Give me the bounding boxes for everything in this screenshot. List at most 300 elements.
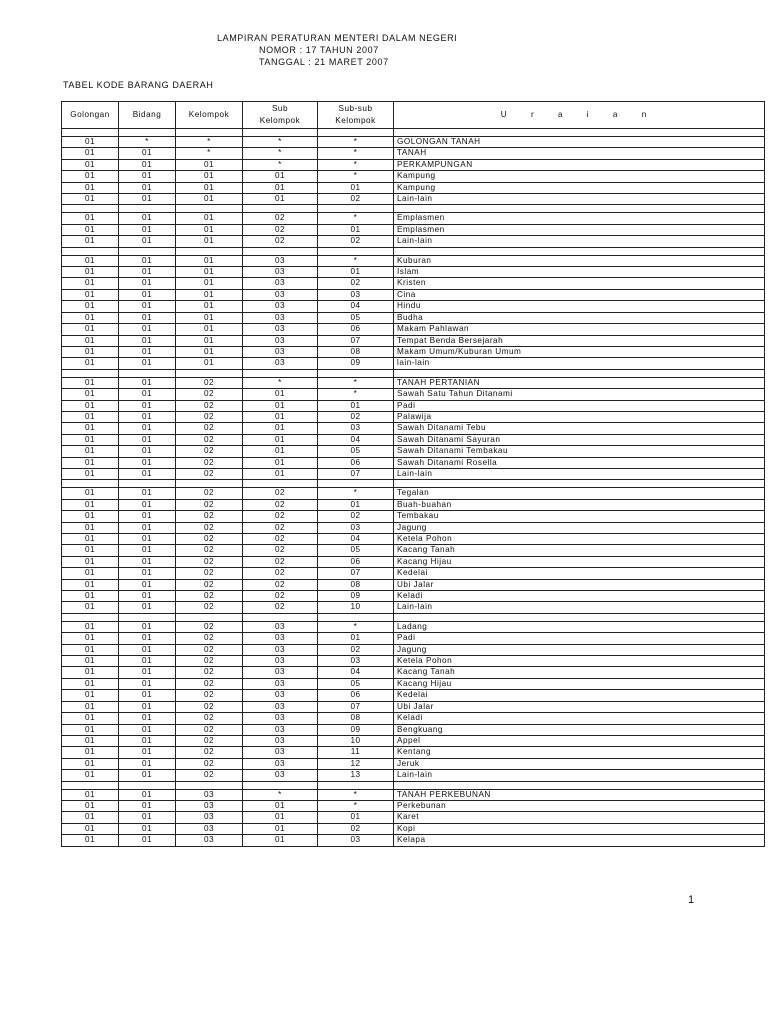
kelompok-cell: 02 <box>176 644 243 655</box>
bidang-cell: 01 <box>119 713 176 724</box>
table-row <box>62 213 765 224</box>
table-row <box>62 194 765 205</box>
table-row <box>62 468 765 479</box>
sub-sub-kelompok-cell: 01 <box>318 182 394 193</box>
table-row <box>62 377 765 388</box>
sub-sub-kelompok-cell: * <box>318 159 394 170</box>
sub-sub-kelompok-cell: * <box>318 488 394 499</box>
bidang-cell: 01 <box>119 289 176 300</box>
kelompok-cell: 02 <box>176 400 243 411</box>
sub-sub-kelompok-cell: * <box>318 389 394 400</box>
table-row <box>62 278 765 289</box>
spacer-cell <box>176 781 243 789</box>
uraian-cell: Makam Umum/Kuburan Umum <box>394 346 765 357</box>
golongan-cell: 01 <box>62 159 119 170</box>
bidang-cell: 01 <box>119 358 176 369</box>
sub-kelompok-cell: 03 <box>243 255 318 266</box>
spacer-cell <box>176 480 243 488</box>
golongan-cell: 01 <box>62 335 119 346</box>
bidang-cell: 01 <box>119 678 176 689</box>
golongan-cell: 01 <box>62 312 119 323</box>
sub-kelompok-cell: * <box>243 137 318 148</box>
sub-sub-kelompok-cell: 11 <box>318 747 394 758</box>
spacer-cell <box>318 205 394 213</box>
spacer-cell <box>62 781 119 789</box>
uraian-cell: Kacang Tanah <box>394 667 765 678</box>
sub-kelompok-cell: 02 <box>243 522 318 533</box>
sub-kelompok-cell: 03 <box>243 735 318 746</box>
sub-sub-kelompok-cell: 09 <box>318 358 394 369</box>
sub-kelompok-cell: 03 <box>243 358 318 369</box>
table-row <box>62 713 765 724</box>
sub-sub-kelompok-cell: 12 <box>318 758 394 769</box>
sub-sub-kelompok-cell: 09 <box>318 724 394 735</box>
spacer-cell <box>243 369 318 377</box>
spacer-cell <box>243 205 318 213</box>
kelompok-cell: 01 <box>176 255 243 266</box>
kelompok-cell: 02 <box>176 602 243 613</box>
kelompok-cell: 02 <box>176 690 243 701</box>
uraian-cell: Kopi <box>394 823 765 834</box>
kelompok-cell: 01 <box>176 171 243 182</box>
bidang-cell: 01 <box>119 758 176 769</box>
sub-kelompok-cell: * <box>243 377 318 388</box>
bidang-cell: 01 <box>119 690 176 701</box>
kelompok-cell: 03 <box>176 789 243 800</box>
uraian-cell: lain-lain <box>394 358 765 369</box>
uraian-cell: Emplasmen <box>394 213 765 224</box>
golongan-cell: 01 <box>62 224 119 235</box>
golongan-cell: 01 <box>62 690 119 701</box>
uraian-cell: Sawah Satu Tahun Ditanami <box>394 389 765 400</box>
bidang-cell: 01 <box>119 656 176 667</box>
bidang-cell: * <box>119 137 176 148</box>
sub-sub-kelompok-cell: 03 <box>318 289 394 300</box>
bidang-cell: 01 <box>119 579 176 590</box>
bidang-cell: 01 <box>119 213 176 224</box>
uraian-cell: TANAH PERKEBUNAN <box>394 789 765 800</box>
column-header-kelompok: Kelompok <box>176 102 243 129</box>
sub-kelompok-cell: 03 <box>243 278 318 289</box>
uraian-cell: Palawija <box>394 411 765 422</box>
table-row <box>62 324 765 335</box>
uraian-cell: Kuburan <box>394 255 765 266</box>
sub-kelompok-cell: 03 <box>243 312 318 323</box>
bidang-cell: 01 <box>119 499 176 510</box>
kelompok-cell: 01 <box>176 213 243 224</box>
sub-kelompok-cell: 03 <box>243 656 318 667</box>
document-header-title: LAMPIRAN PERATURAN MENTERI DALAM NEGERI <box>217 33 458 43</box>
sub-kelompok-cell: 01 <box>243 812 318 823</box>
kelompok-cell: 02 <box>176 568 243 579</box>
kelompok-cell: 02 <box>176 770 243 781</box>
table-row <box>62 389 765 400</box>
bidang-cell: 01 <box>119 633 176 644</box>
spacer-cell <box>176 205 243 213</box>
document-header-tanggal: TANGGAL : 21 MARET 2007 <box>259 57 389 67</box>
spacer-cell <box>394 480 765 488</box>
spacer-cell <box>394 247 765 255</box>
golongan-cell: 01 <box>62 358 119 369</box>
kelompok-cell: 02 <box>176 633 243 644</box>
kode-barang-table <box>61 101 765 847</box>
column-header-golongan: Golongan <box>62 102 119 129</box>
bidang-cell: 01 <box>119 701 176 712</box>
sub-sub-kelompok-cell: * <box>318 377 394 388</box>
sub-sub-kelompok-cell: 07 <box>318 568 394 579</box>
bidang-cell: 01 <box>119 667 176 678</box>
uraian-cell: Kedelai <box>394 690 765 701</box>
table-row <box>62 545 765 556</box>
spacer-cell <box>176 369 243 377</box>
bidang-cell: 01 <box>119 488 176 499</box>
kelompok-cell: 01 <box>176 324 243 335</box>
golongan-cell: 01 <box>62 411 119 422</box>
table-row <box>62 358 765 369</box>
table-row <box>62 621 765 632</box>
kelompok-cell: 02 <box>176 488 243 499</box>
kelompok-cell: 01 <box>176 312 243 323</box>
uraian-cell: Kentang <box>394 747 765 758</box>
sub-kelompok-cell: 01 <box>243 457 318 468</box>
table-row <box>62 656 765 667</box>
bidang-cell: 01 <box>119 468 176 479</box>
sub-kelompok-cell: 02 <box>243 224 318 235</box>
table-row <box>62 735 765 746</box>
bidang-cell: 01 <box>119 724 176 735</box>
bidang-cell: 01 <box>119 602 176 613</box>
kelompok-cell: 02 <box>176 534 243 545</box>
spacer-cell <box>318 781 394 789</box>
uraian-cell: Makam Pahlawan <box>394 324 765 335</box>
bidang-cell: 01 <box>119 335 176 346</box>
kelompok-cell: 01 <box>176 346 243 357</box>
uraian-cell: Jeruk <box>394 758 765 769</box>
golongan-cell: 01 <box>62 377 119 388</box>
sub-sub-kelompok-cell: * <box>318 621 394 632</box>
spacer-cell <box>318 613 394 621</box>
sub-kelompok-cell: 03 <box>243 724 318 735</box>
sub-sub-kelompok-cell: 04 <box>318 301 394 312</box>
sub-kelompok-cell: 03 <box>243 747 318 758</box>
page-number: 1 <box>688 894 695 906</box>
sub-sub-kelompok-cell: 02 <box>318 644 394 655</box>
golongan-cell: 01 <box>62 457 119 468</box>
sub-sub-kelompok-cell: 04 <box>318 534 394 545</box>
uraian-cell: Cina <box>394 289 765 300</box>
kelompok-cell: 01 <box>176 159 243 170</box>
uraian-cell: PERKAMPUNGAN <box>394 159 765 170</box>
bidang-cell: 01 <box>119 324 176 335</box>
sub-kelompok-cell: 03 <box>243 678 318 689</box>
kelompok-cell: 02 <box>176 522 243 533</box>
golongan-cell: 01 <box>62 346 119 357</box>
spacer-cell <box>243 247 318 255</box>
sub-sub-kelompok-cell: * <box>318 148 394 159</box>
table-row <box>62 171 765 182</box>
sub-sub-kelompok-cell: 06 <box>318 457 394 468</box>
uraian-cell: Lain-lain <box>394 770 765 781</box>
sub-sub-kelompok-cell: 04 <box>318 434 394 445</box>
spacer-cell <box>176 129 243 137</box>
table-row <box>62 488 765 499</box>
golongan-cell: 01 <box>62 301 119 312</box>
golongan-cell: 01 <box>62 823 119 834</box>
sub-sub-kelompok-cell: 02 <box>318 411 394 422</box>
table-row <box>62 511 765 522</box>
sub-kelompok-cell: 01 <box>243 389 318 400</box>
uraian-cell: Emplasmen <box>394 224 765 235</box>
uraian-cell: Jagung <box>394 522 765 533</box>
table-row <box>62 667 765 678</box>
subsub-label: Sub-sub <box>338 104 373 113</box>
golongan-cell: 01 <box>62 556 119 567</box>
sub-sub-kelompok-cell: * <box>318 213 394 224</box>
sub-kelompok-cell: 01 <box>243 434 318 445</box>
column-header-uraian: U r a i a n <box>394 102 765 129</box>
uraian-cell: Budha <box>394 312 765 323</box>
kelompok-cell: * <box>176 137 243 148</box>
table-row <box>62 835 765 846</box>
golongan-cell: 01 <box>62 621 119 632</box>
spacer-cell <box>119 129 176 137</box>
sub-kelompok-cell: * <box>243 789 318 800</box>
sub-sub-kelompok-cell: 04 <box>318 667 394 678</box>
kelompok-cell: 02 <box>176 446 243 457</box>
sub-sub-kelompok-cell: 06 <box>318 556 394 567</box>
kelompok-cell: 02 <box>176 411 243 422</box>
sub-sub-kelompok-cell: 05 <box>318 678 394 689</box>
sub-kelompok-cell: 03 <box>243 324 318 335</box>
golongan-cell: 01 <box>62 499 119 510</box>
golongan-cell: 01 <box>62 446 119 457</box>
uraian-cell: Jagung <box>394 644 765 655</box>
sub-sub-kelompok-cell: 02 <box>318 236 394 247</box>
bidang-cell: 01 <box>119 411 176 422</box>
sub-kelompok-cell: 03 <box>243 267 318 278</box>
sub-sub-kelompok-cell: 06 <box>318 690 394 701</box>
sub-kelompok-cell: * <box>243 148 318 159</box>
spacer-cell <box>318 129 394 137</box>
uraian-cell: Perkebunan <box>394 800 765 811</box>
sub-kelompok-cell: 03 <box>243 758 318 769</box>
sub-kelompok-cell: 03 <box>243 633 318 644</box>
table-row <box>62 591 765 602</box>
table-header-row <box>62 102 765 129</box>
table-title: TABEL KODE BARANG DAERAH <box>63 80 214 90</box>
spacer-cell <box>62 129 119 137</box>
golongan-cell: 01 <box>62 468 119 479</box>
bidang-cell: 01 <box>119 312 176 323</box>
sub-kelompok-cell: 02 <box>243 556 318 567</box>
uraian-cell: Lain-lain <box>394 468 765 479</box>
sub-kelompok-cell: 02 <box>243 213 318 224</box>
sub-kelompok-cell: 02 <box>243 545 318 556</box>
table-row <box>62 335 765 346</box>
golongan-cell: 01 <box>62 812 119 823</box>
sub-kelompok-cell: 01 <box>243 423 318 434</box>
table-row <box>62 770 765 781</box>
bidang-cell: 01 <box>119 735 176 746</box>
table-row <box>62 446 765 457</box>
table-row <box>62 499 765 510</box>
table-row <box>62 236 765 247</box>
bidang-cell: 01 <box>119 171 176 182</box>
kelompok-cell: 03 <box>176 823 243 834</box>
kelompok-cell: 02 <box>176 556 243 567</box>
table-row <box>62 644 765 655</box>
uraian-cell: Ladang <box>394 621 765 632</box>
golongan-cell: 01 <box>62 724 119 735</box>
table-row <box>62 556 765 567</box>
golongan-cell: 01 <box>62 591 119 602</box>
table-row <box>62 411 765 422</box>
golongan-cell: 01 <box>62 213 119 224</box>
spacer-cell <box>318 369 394 377</box>
sub-kelompok-cell: * <box>243 159 318 170</box>
golongan-cell: 01 <box>62 713 119 724</box>
uraian-cell: Kampung <box>394 171 765 182</box>
sub-kelompok-cell: 03 <box>243 301 318 312</box>
bidang-cell: 01 <box>119 194 176 205</box>
uraian-cell: Ubi Jalar <box>394 701 765 712</box>
sub-sub-kelompok-cell: 10 <box>318 735 394 746</box>
table-row <box>62 701 765 712</box>
bidang-cell: 01 <box>119 346 176 357</box>
sub-kelompok-cell: 02 <box>243 591 318 602</box>
uraian-cell: Karet <box>394 812 765 823</box>
uraian-cell: Sawah Ditanami Tebu <box>394 423 765 434</box>
golongan-cell: 01 <box>62 289 119 300</box>
kelompok-cell: 01 <box>176 236 243 247</box>
kelompok-cell: 02 <box>176 758 243 769</box>
bidang-cell: 01 <box>119 236 176 247</box>
uraian-cell: Padi <box>394 400 765 411</box>
sub-kelompok-cell: 01 <box>243 835 318 846</box>
golongan-cell: 01 <box>62 800 119 811</box>
golongan-cell: 01 <box>62 522 119 533</box>
golongan-cell: 01 <box>62 735 119 746</box>
table-row <box>62 568 765 579</box>
sub-kelompok-cell: 03 <box>243 713 318 724</box>
sub-sub-kelompok-cell: * <box>318 800 394 811</box>
table-row <box>62 812 765 823</box>
spacer-cell <box>176 613 243 621</box>
column-header-sub-sub-kelompok <box>318 102 394 129</box>
bidang-cell: 01 <box>119 224 176 235</box>
column-header-sub-kelompok <box>243 102 318 129</box>
sub-kelompok-cell: 02 <box>243 499 318 510</box>
bidang-cell: 01 <box>119 568 176 579</box>
spacer-cell <box>62 247 119 255</box>
golongan-cell: 01 <box>62 602 119 613</box>
golongan-cell: 01 <box>62 255 119 266</box>
sub-kelompok-cell: 01 <box>243 400 318 411</box>
uraian-cell: Lain-lain <box>394 236 765 247</box>
sub-kelompok-cell: 02 <box>243 534 318 545</box>
bidang-cell: 01 <box>119 621 176 632</box>
sub-sub-kelompok-cell: * <box>318 255 394 266</box>
sub-kelompok-cell: 01 <box>243 411 318 422</box>
uraian-cell: GOLONGAN TANAH <box>394 137 765 148</box>
bidang-cell: 01 <box>119 591 176 602</box>
sub-kelompok-cell: 03 <box>243 770 318 781</box>
kelompok-cell: 01 <box>176 224 243 235</box>
table-row <box>62 800 765 811</box>
table-row <box>62 457 765 468</box>
bidang-cell: 01 <box>119 182 176 193</box>
spacer-cell <box>243 781 318 789</box>
sub-sub-kelompok-cell: 02 <box>318 194 394 205</box>
sub-sub-kelompok-cell: 01 <box>318 633 394 644</box>
table-row <box>62 724 765 735</box>
table-row <box>62 301 765 312</box>
bidang-cell: 01 <box>119 534 176 545</box>
spacer-row <box>62 247 765 255</box>
bidang-cell: 01 <box>119 747 176 758</box>
sub-sub-kelompok-cell: 01 <box>318 224 394 235</box>
uraian-cell: Sawah Ditanami Rosella <box>394 457 765 468</box>
kelompok-cell: 02 <box>176 701 243 712</box>
spacer-cell <box>62 480 119 488</box>
golongan-cell: 01 <box>62 389 119 400</box>
bidang-cell: 01 <box>119 823 176 834</box>
bidang-cell: 01 <box>119 511 176 522</box>
uraian-cell: Tembakau <box>394 511 765 522</box>
sub-kelompok-cell: 03 <box>243 621 318 632</box>
sub-kelompok-cell: 01 <box>243 171 318 182</box>
kelompok-cell: 02 <box>176 591 243 602</box>
kelompok-cell: 02 <box>176 423 243 434</box>
bidang-cell: 01 <box>119 423 176 434</box>
bidang-cell: 01 <box>119 644 176 655</box>
uraian-cell: Hindu <box>394 301 765 312</box>
golongan-cell: 01 <box>62 182 119 193</box>
golongan-cell: 01 <box>62 656 119 667</box>
sub-kelompok-cell: 03 <box>243 667 318 678</box>
sub-kelompok-cell: 01 <box>243 446 318 457</box>
sub-sub-kelompok-cell: 08 <box>318 579 394 590</box>
table-row <box>62 137 765 148</box>
uraian-cell: Kedelai <box>394 568 765 579</box>
uraian-cell: Kacang Hijau <box>394 556 765 567</box>
uraian-cell: Kacang Hijau <box>394 678 765 689</box>
sub-sub-kelompok-cell: 01 <box>318 267 394 278</box>
sub-sub-kelompok-cell: * <box>318 789 394 800</box>
table-row <box>62 224 765 235</box>
table-row <box>62 148 765 159</box>
golongan-cell: 01 <box>62 534 119 545</box>
uraian-cell: Sawah Ditanami Tembakau <box>394 446 765 457</box>
bidang-cell: 01 <box>119 545 176 556</box>
golongan-cell: 01 <box>62 400 119 411</box>
kelompok-cell: 02 <box>176 713 243 724</box>
uraian-cell: Keladi <box>394 713 765 724</box>
spacer-cell <box>243 480 318 488</box>
uraian-cell: Islam <box>394 267 765 278</box>
bidang-cell: 01 <box>119 255 176 266</box>
table-row <box>62 267 765 278</box>
sub-sub-kelompok-cell: 03 <box>318 656 394 667</box>
spacer-cell <box>119 781 176 789</box>
table-row <box>62 602 765 613</box>
sub-sub-kelompok-cell: 06 <box>318 324 394 335</box>
golongan-cell: 01 <box>62 511 119 522</box>
kelompok-cell: 02 <box>176 468 243 479</box>
golongan-cell: 01 <box>62 137 119 148</box>
golongan-cell: 01 <box>62 633 119 644</box>
uraian-cell: Keladi <box>394 591 765 602</box>
